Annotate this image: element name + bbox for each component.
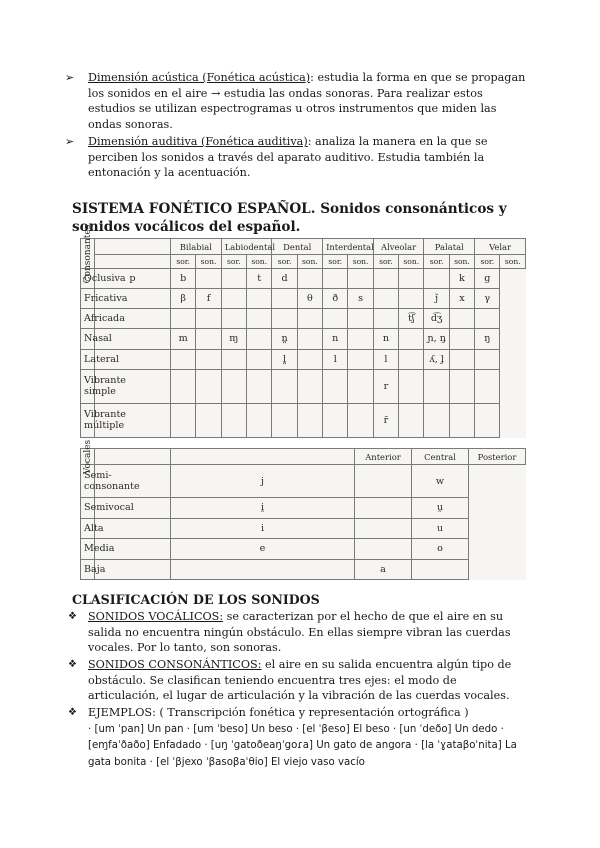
- phoneme-cell: [221, 369, 246, 403]
- place-header: Interdental: [323, 239, 374, 255]
- place-header: Velar: [475, 239, 526, 255]
- bullet-term: Dimensión auditiva (Fonética auditiva): [88, 135, 308, 148]
- phoneme-cell: [449, 349, 474, 369]
- phoneme-cell: g: [475, 269, 500, 289]
- phoneme-cell: n̪: [272, 329, 297, 349]
- phoneme-cell: [449, 329, 474, 349]
- place-header: Bilabial: [171, 239, 222, 255]
- phoneme-cell: ǰ: [424, 289, 449, 309]
- vowel-row: [81, 498, 526, 518]
- empty-cell: [95, 559, 171, 579]
- empty-cell: [95, 518, 171, 538]
- arrow-bullet-icon: ➢: [65, 71, 75, 84]
- examples-intro: EJEMPLOS: ( Transcripción fonética y representación ortográfica ): [88, 706, 469, 719]
- bullet-acoustic: [65, 70, 528, 133]
- diamond-bullet-icon: ❖: [68, 659, 77, 670]
- phoneme-cell: [196, 369, 221, 403]
- diamond-bullet-icon: ❖: [68, 707, 77, 718]
- phoneme-cell: l: [323, 349, 348, 369]
- phoneme-cell: ð: [323, 289, 348, 309]
- bullet-auditory: [65, 134, 528, 181]
- phoneme-cell: [449, 369, 474, 403]
- examples-text: · [um ˈpan] Un pan · [um ˈbeso] Un beso · [el ˈβeso] El beso · [un ˈdeðo] Un dedo · [eɱfaˈðaðo] Enfadado · [uŋ ˈgatoðeaŋˈgoɾa] Un gato de angora · [la ˈɣataβoˈnita] La gata bonita · [el ˈβjexo ˈβasoβaˈθio] El viejo vaso vacío: [88, 723, 517, 769]
- vowel-cell: o: [412, 539, 469, 559]
- phoneme-cell: [247, 329, 272, 349]
- vowel-cell: w: [412, 465, 469, 498]
- phoneme-cell: β: [171, 289, 196, 309]
- bullet-term: SONIDOS VOCÁLICOS:: [88, 610, 224, 623]
- heading-phonetic-system: SISTEMA FONÉTICO ESPAÑOL. Sonidos consonánticos y sonidos vocálicos del español.: [72, 201, 507, 235]
- phoneme-cell: [247, 369, 272, 403]
- phoneme-cell: d͡ʒ: [424, 309, 449, 329]
- vowel-cell: [412, 559, 469, 579]
- vowel-cell: u: [412, 518, 469, 538]
- vowel-label: Baja: [81, 559, 95, 579]
- phoneme-cell: [272, 289, 297, 309]
- phoneme-cell: m: [171, 329, 196, 349]
- phoneme-cell: l: [373, 349, 398, 369]
- phoneme-cell: [475, 309, 500, 329]
- bullet-examples: [68, 705, 528, 771]
- phoneme-cell: f: [196, 289, 221, 309]
- consonant-row: [81, 269, 526, 289]
- phoneme-cell: [348, 269, 373, 289]
- phoneme-cell: [323, 369, 348, 403]
- phoneme-cell: [399, 349, 424, 369]
- vowel-label: Media: [81, 539, 95, 559]
- phoneme-cell: [399, 329, 424, 349]
- phoneme-cell: b: [171, 269, 196, 289]
- place-header: Dental: [272, 239, 323, 255]
- phoneme-cell: ŋ: [475, 329, 500, 349]
- phoneme-cell: s: [348, 289, 373, 309]
- phoneme-cell: t͡ʃ: [399, 309, 424, 329]
- phoneme-cell: [196, 309, 221, 329]
- phoneme-cell: k: [449, 269, 474, 289]
- phoneme-cell: ɲ, n̡: [424, 329, 449, 349]
- phoneme-cell: [449, 403, 474, 437]
- phoneme-cell: [348, 329, 373, 349]
- phoneme-cell: θ: [297, 289, 322, 309]
- phoneme-cell: [373, 289, 398, 309]
- manner-label: Africada: [81, 309, 95, 329]
- phoneme-cell: [171, 403, 196, 437]
- vowel-cell: [355, 465, 412, 498]
- consonant-row: [81, 329, 526, 349]
- bullet-text: el aire en su salida encuentra algún tipo de obstáculo. Se clasifican teniendo encuentra tres ejes: el modo de articulación, el lugar de articulación y la vibración de las cuerdas vocales.: [88, 658, 512, 703]
- phoneme-cell: [449, 309, 474, 329]
- vowel-table: [80, 439, 526, 580]
- bullet-text: : estudia la forma en que se propagan los sonidos en el aire → estudia las ondas sonoras. Para realizar estos estudios se utilizan espectrogramas u otros instrumentos que miden las ondas sonoras.: [88, 71, 526, 132]
- phoneme-cell: r̄: [373, 403, 398, 437]
- phoneme-cell: [272, 369, 297, 403]
- phoneme-cell: [348, 349, 373, 369]
- phoneme-cell: [221, 289, 246, 309]
- consonant-row: [81, 349, 526, 369]
- phoneme-cell: [475, 349, 500, 369]
- phoneme-cell: [348, 369, 373, 403]
- phoneme-cell: [196, 403, 221, 437]
- heading-classification: CLASIFICACIÓN DE LOS SONIDOS: [72, 592, 320, 607]
- bullet-term: Dimensión acústica (Fonética acústica): [88, 71, 311, 84]
- phoneme-cell: [323, 403, 348, 437]
- phoneme-cell: [247, 349, 272, 369]
- phoneme-cell: [297, 329, 322, 349]
- vowel-cell: j: [171, 465, 355, 498]
- vowel-label: Semi-consonante: [81, 465, 95, 498]
- consonant-row: [81, 309, 526, 329]
- phoneme-cell: [399, 269, 424, 289]
- phoneme-cell: [323, 269, 348, 289]
- phoneme-cell: [221, 349, 246, 369]
- phoneme-cell: [348, 309, 373, 329]
- phoneme-cell: [196, 349, 221, 369]
- vowel-cell: e: [171, 539, 355, 559]
- phoneme-cell: [196, 329, 221, 349]
- phoneme-cell: [323, 309, 348, 329]
- vowel-cell: [355, 539, 412, 559]
- phoneme-cell: t: [247, 269, 272, 289]
- phoneme-cell: [221, 269, 246, 289]
- phoneme-cell: γ: [475, 289, 500, 309]
- vowel-cell: a: [355, 559, 412, 579]
- place-header: Palatal: [424, 239, 475, 255]
- voicing-header-row: sor. son. sor. son. sor. son. sor. son. sor. son. sor. son. sor. son.: [81, 255, 526, 269]
- bullet-text: : analiza la manera en la que se perciben los sonidos a través del aparato auditivo. Estudia también la entonación y la acentuación.: [88, 135, 488, 180]
- phoneme-cell: [171, 309, 196, 329]
- place-header: Labiodental: [221, 239, 272, 255]
- vowel-row: [81, 559, 526, 579]
- bullet-vowel-sounds: [68, 609, 528, 656]
- phoneme-cell: [373, 269, 398, 289]
- vowel-col-header: Posterior: [469, 449, 526, 465]
- bullet-term: SONIDOS CONSONÁNTICOS:: [88, 658, 262, 671]
- manner-label: Oclusiva: [81, 269, 95, 289]
- phoneme-cell: [348, 403, 373, 437]
- consonant-side-label: Consonantes: [82, 224, 93, 283]
- place-header: Alveolar: [373, 239, 424, 255]
- phoneme-cell: [475, 369, 500, 403]
- phoneme-cell: [373, 309, 398, 329]
- vowel-label: Alta: [81, 518, 95, 538]
- manner-label: Vibrante simple: [81, 369, 95, 403]
- manner-label: Fricativa: [81, 289, 95, 309]
- phoneme-cell: [171, 349, 196, 369]
- phoneme-cell: [424, 269, 449, 289]
- vowel-side-label: Vocales: [82, 439, 93, 474]
- phoneme-cell: [221, 403, 246, 437]
- phoneme-cell: [221, 309, 246, 329]
- manner-label: Vibrante múltiple: [81, 403, 95, 437]
- vowel-cell: i̯: [171, 498, 355, 518]
- vowel-row: [81, 539, 526, 559]
- consonant-row: [81, 289, 526, 309]
- phoneme-cell: [247, 289, 272, 309]
- vowel-col-header: Central: [412, 449, 469, 465]
- phoneme-cell: [297, 269, 322, 289]
- phoneme-cell: [424, 369, 449, 403]
- vowel-cell: u̯: [412, 498, 469, 518]
- phoneme-cell: [272, 403, 297, 437]
- phoneme-cell: l̪: [272, 349, 297, 369]
- vowel-label: Semivocal: [81, 498, 95, 518]
- arrow-bullet-icon: ➢: [65, 135, 75, 148]
- phoneme-cell: [399, 369, 424, 403]
- phoneme-cell: [297, 349, 322, 369]
- manner-label: Nasal: [81, 329, 95, 349]
- bullet-consonant-sounds: [68, 657, 528, 704]
- phoneme-cell: [424, 403, 449, 437]
- phoneme-cell: n: [323, 329, 348, 349]
- vowel-col-header: Anterior: [355, 449, 412, 465]
- phoneme-cell: ɱ: [221, 329, 246, 349]
- phoneme-cell: [475, 403, 500, 437]
- phoneme-cell: d: [272, 269, 297, 289]
- manner-label: Lateral: [81, 349, 95, 369]
- phoneme-cell: r: [373, 369, 398, 403]
- phoneme-cell: p: [95, 269, 171, 289]
- vowel-cell: [355, 498, 412, 518]
- bullet-text: se caracterizan por el hecho de que el aire en su salida no encuentra ningún obstáculo. En ellas siempre vibran las cuerdas vocales. Por lo tanto, son sonoras.: [88, 610, 511, 655]
- phoneme-cell: [247, 403, 272, 437]
- diamond-bullet-icon: ❖: [68, 611, 77, 622]
- phoneme-cell: [171, 369, 196, 403]
- phoneme-cell: [297, 369, 322, 403]
- vowel-cell: i: [171, 518, 355, 538]
- phoneme-cell: [297, 309, 322, 329]
- phoneme-cell: x: [449, 289, 474, 309]
- consonant-row: [81, 403, 526, 437]
- phoneme-cell: [297, 403, 322, 437]
- phoneme-cell: n: [373, 329, 398, 349]
- phoneme-cell: [399, 289, 424, 309]
- phoneme-cell: ʎ, l̡: [424, 349, 449, 369]
- phoneme-cell: [196, 269, 221, 289]
- vowel-row: [81, 465, 526, 498]
- vowel-row: [81, 518, 526, 538]
- consonant-row: [81, 369, 526, 403]
- phoneme-cell: [247, 309, 272, 329]
- consonant-table: [80, 224, 526, 438]
- vowel-cell: [171, 559, 355, 579]
- phoneme-cell: [399, 403, 424, 437]
- phoneme-cell: [272, 309, 297, 329]
- vowel-cell: [355, 518, 412, 538]
